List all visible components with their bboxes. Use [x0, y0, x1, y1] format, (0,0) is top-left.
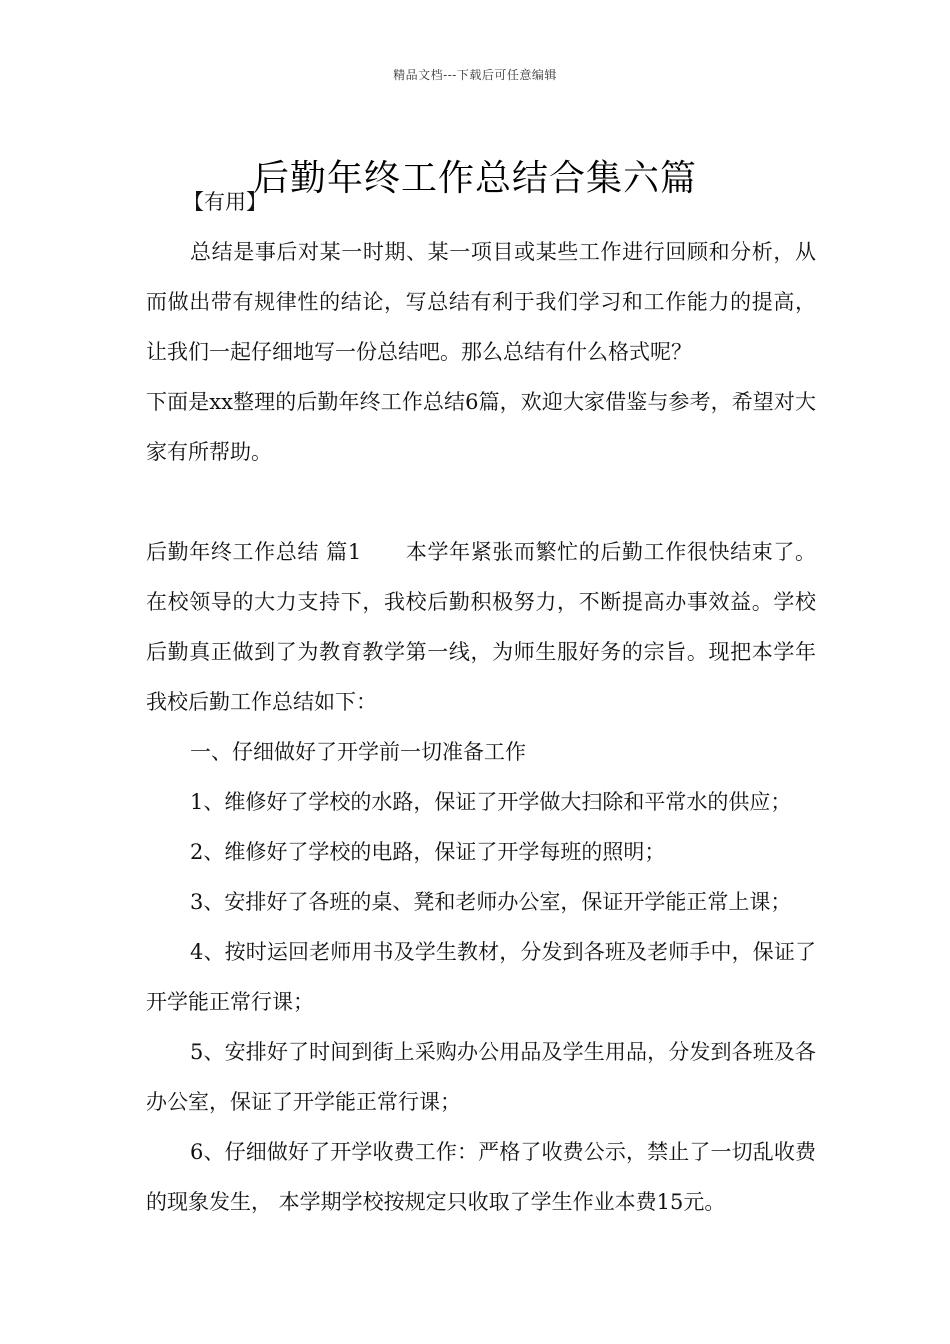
list-item: 4、按时运回老师用书及学生教材，分发到各班及老师手中，保证了开学能正常行课； — [146, 940, 816, 1014]
document-title: 后勤年终工作总结合集六篇 — [252, 158, 697, 200]
document-tag: 【有用】 — [183, 190, 267, 214]
list-item: 3、安排好了各班的桌、凳和老师办公室，保证开学能正常上课； — [190, 890, 792, 914]
document-body — [146, 227, 816, 1227]
section1-paragraph — [146, 527, 816, 727]
list-item: 6、仔细做好了开学收费工作：严格了收费公示，禁止了一切乱收费的现象发生， 本学期学校按规定只收取了学生作业本费15元。 — [146, 1140, 816, 1214]
paragraph-gap — [146, 477, 816, 527]
list-item: 5、安排好了时间到街上采购办公用品及学生用品，分发到各班及各办公室，保证了开学能正常行课； — [146, 1040, 816, 1114]
page-header: 精品文档---下载后可任意编辑 — [393, 68, 557, 82]
section1-lead: 本学年紧张而繁忙的后勤工作很快结束了。在校领导的大力支持下，我校后勤积极努力，不断提高办事效益。学校后勤真正做到了为教育教学第一线，为师生服好务的宗旨。现把本学年我校后勤工作总结如下： — [146, 540, 816, 714]
list-item: 2、维修好了学校的电路，保证了开学每班的照明； — [190, 840, 666, 864]
intro-paragraph-continued: 下面是xx整理的后勤年终工作总结6篇，欢迎大家借鉴与参考，希望对大家有所帮助。 — [146, 390, 816, 464]
section1-label: 后勤年终工作总结 篇1 — [146, 540, 362, 564]
section-heading: 一、仔细做好了开学前一切准备工作 — [190, 740, 526, 764]
intro-paragraph: 总结是事后对某一时期、某一项目或某些工作进行回顾和分析，从而做出带有规律性的结论，写总结有利于我们学习和工作能力的提高，让我们一起仔细地写一份总结吧。那么总结有什么格式呢？ — [146, 240, 816, 364]
list-item: 1、维修好了学校的水路，保证了开学做大扫除和平常水的供应； — [190, 790, 792, 814]
